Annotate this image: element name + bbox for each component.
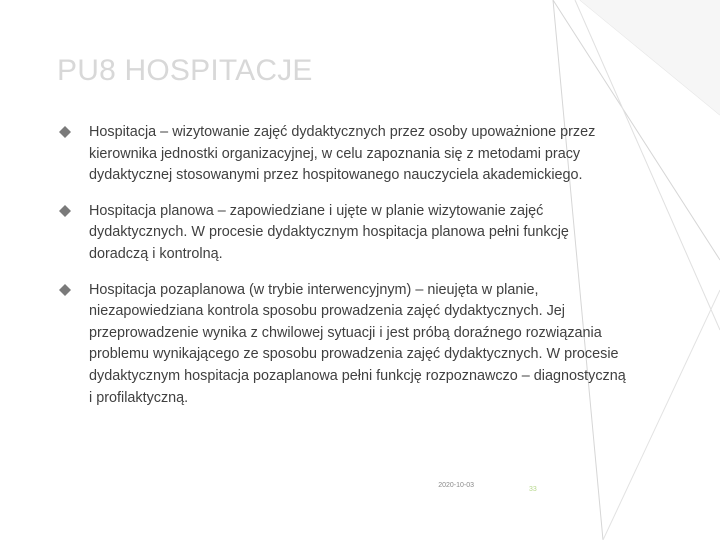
diamond-bullet-icon bbox=[59, 126, 71, 138]
diamond-bullet-icon bbox=[59, 205, 71, 217]
bullet-item bbox=[57, 201, 627, 266]
bullet-item bbox=[57, 280, 627, 410]
bullet-text: Hospitacja pozaplanowa (w trybie interwencyjnym) – nieujęta w planie, niezapowiedziana kontrola sposobu prowadzenia zajęć dydaktycznych. Jej przeprowadzenie wynika z chwilowej sytuacji i jest próbą doraźnego rozwiązania problemu wynikającego ze sposobu prowadzenia zajęć dydaktycznych. W procesie dydaktycznym hospitacja pozaplanowa pełni funkcję rozpoznawczo – diagnostyczną i profilaktyczną. bbox=[89, 281, 626, 406]
bullet-item bbox=[57, 122, 627, 187]
bullet-text: Hospitacja planowa – zapowiedziane i ujęte w planie wizytowanie zajęć dydaktycznych. W procesie dydaktycznym hospitacja planowa pełni funkcję doradczą i kontrolną. bbox=[89, 202, 569, 262]
bullet-text: Hospitacja – wizytowanie zajęć dydaktycznych przez osoby upoważnione przez kierownika jednostki organizacyjnej, w celu zapoznania się z metodami pracy dydaktycznej stosowanymi przez hospitowanego nauczyciela akademickiego. bbox=[89, 124, 596, 184]
slide-title: PU8 HOSPITACJE bbox=[57, 54, 313, 87]
footer-date: 2020-10-03 bbox=[438, 482, 474, 489]
page-number: 33 bbox=[529, 486, 537, 493]
diamond-bullet-icon bbox=[59, 284, 71, 296]
bullet-list bbox=[57, 122, 627, 423]
